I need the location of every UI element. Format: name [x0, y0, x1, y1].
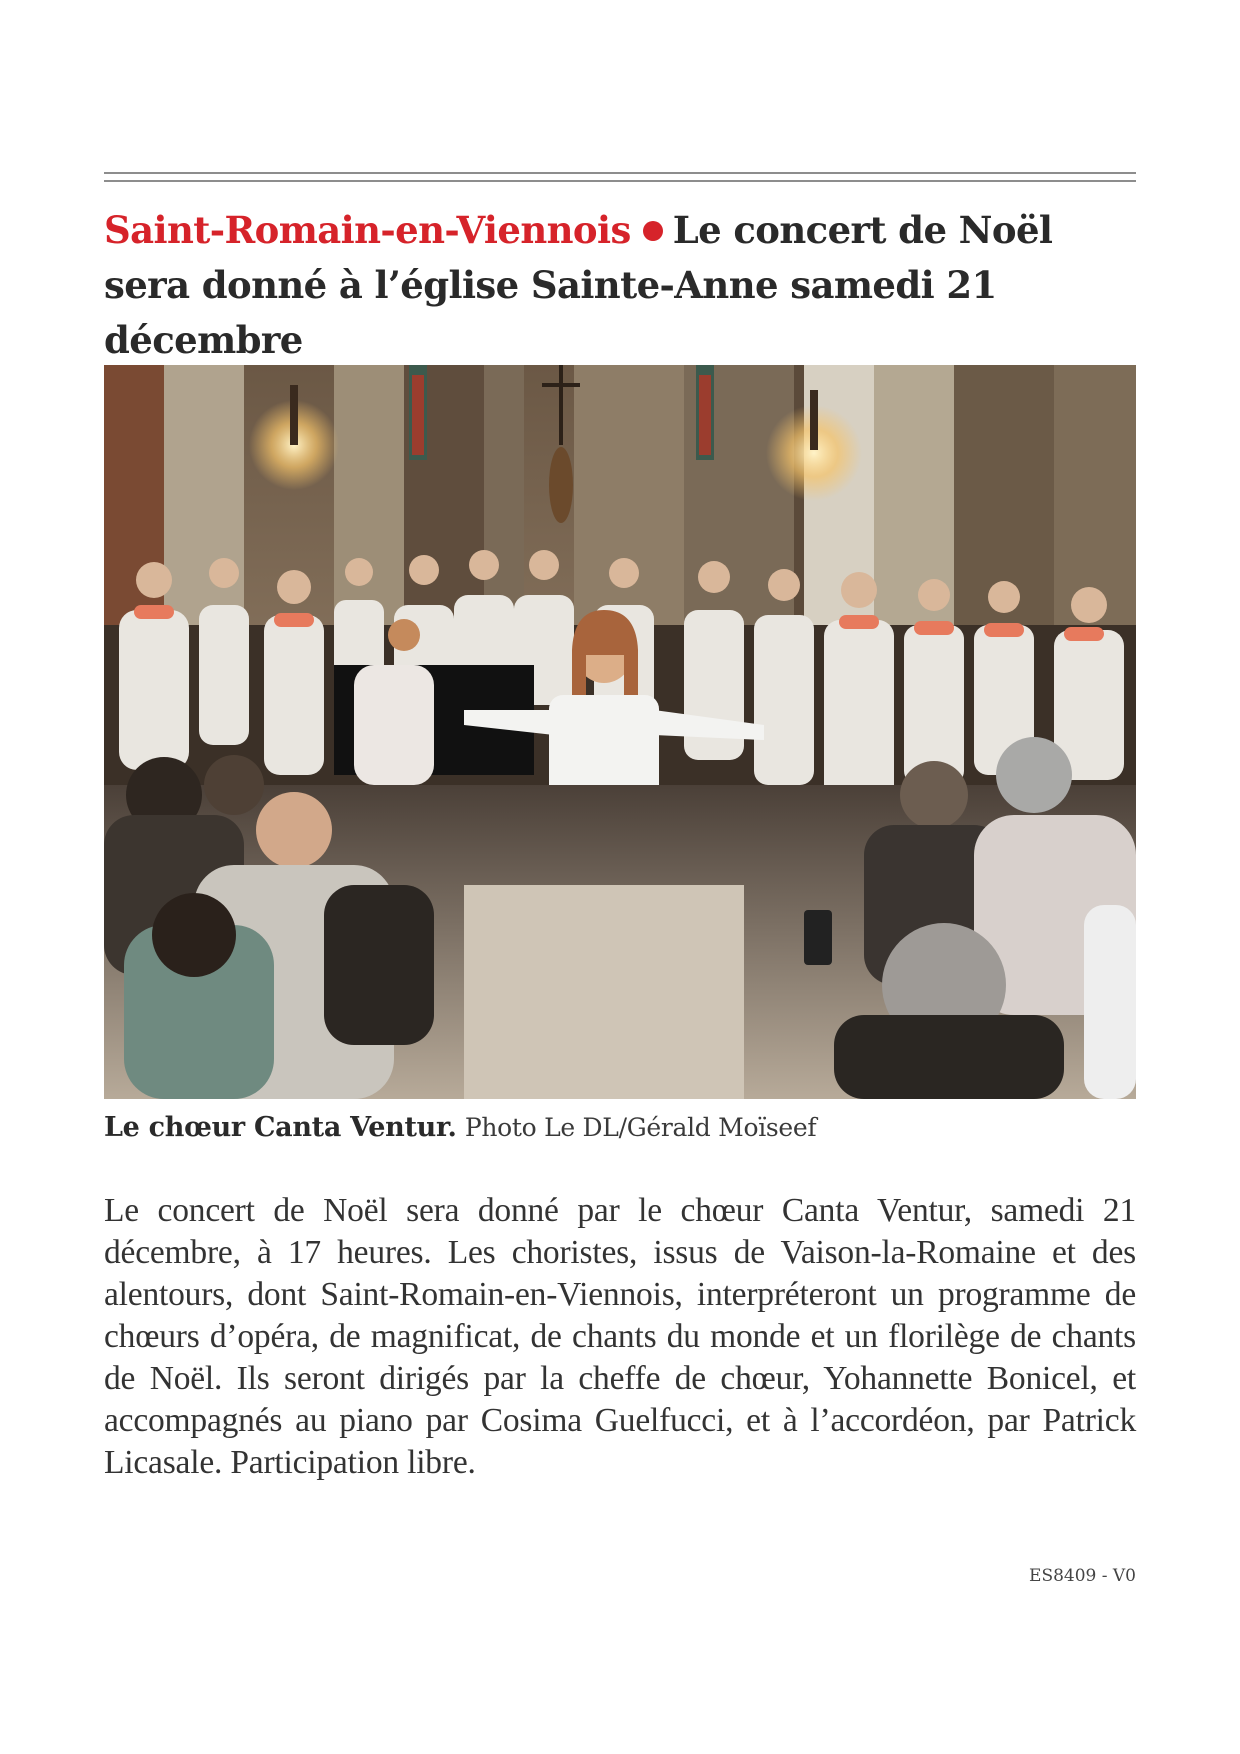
headline-location: Saint-Romain-en-Viennois [104, 208, 631, 252]
audience [104, 737, 1136, 1099]
top-rule [104, 172, 1136, 174]
caption-credit: Photo Le DL/Gérald Moïseef [464, 1113, 817, 1142]
article-photo [104, 365, 1136, 1099]
bullet-dot-icon [643, 221, 663, 241]
article-headline [104, 203, 1144, 368]
top-rule-second [104, 180, 1136, 182]
article-code: ES8409 - V0 [1029, 1566, 1136, 1586]
article-body: Le concert de Noël sera donné par le chœur Canta Ventur, samedi 21 décembre, à 17 heures. Les choristes, issus de Vaison-la-Romaine et des alentours, dont Saint-Romain-en-Viennois, interpréteront un programme de chœurs d’opéra, de magnificat, de chants du monde et un florilège de chants de Noël. Ils seront dirigés par la cheffe de chœur, Yohannette Bonicel, et accompagnés au piano par Cosima Guelfucci, et à l’accordéon, par Patrick Licasale. Participation libre. [104, 1192, 1136, 1481]
headline-title: Le concert de Noël sera donné à l’église Sainte-Anne samedi 21 décembre [104, 208, 1053, 362]
caption-lead: Le chœur Canta Ventur. [104, 1112, 457, 1143]
photo-caption [104, 1112, 1144, 1143]
